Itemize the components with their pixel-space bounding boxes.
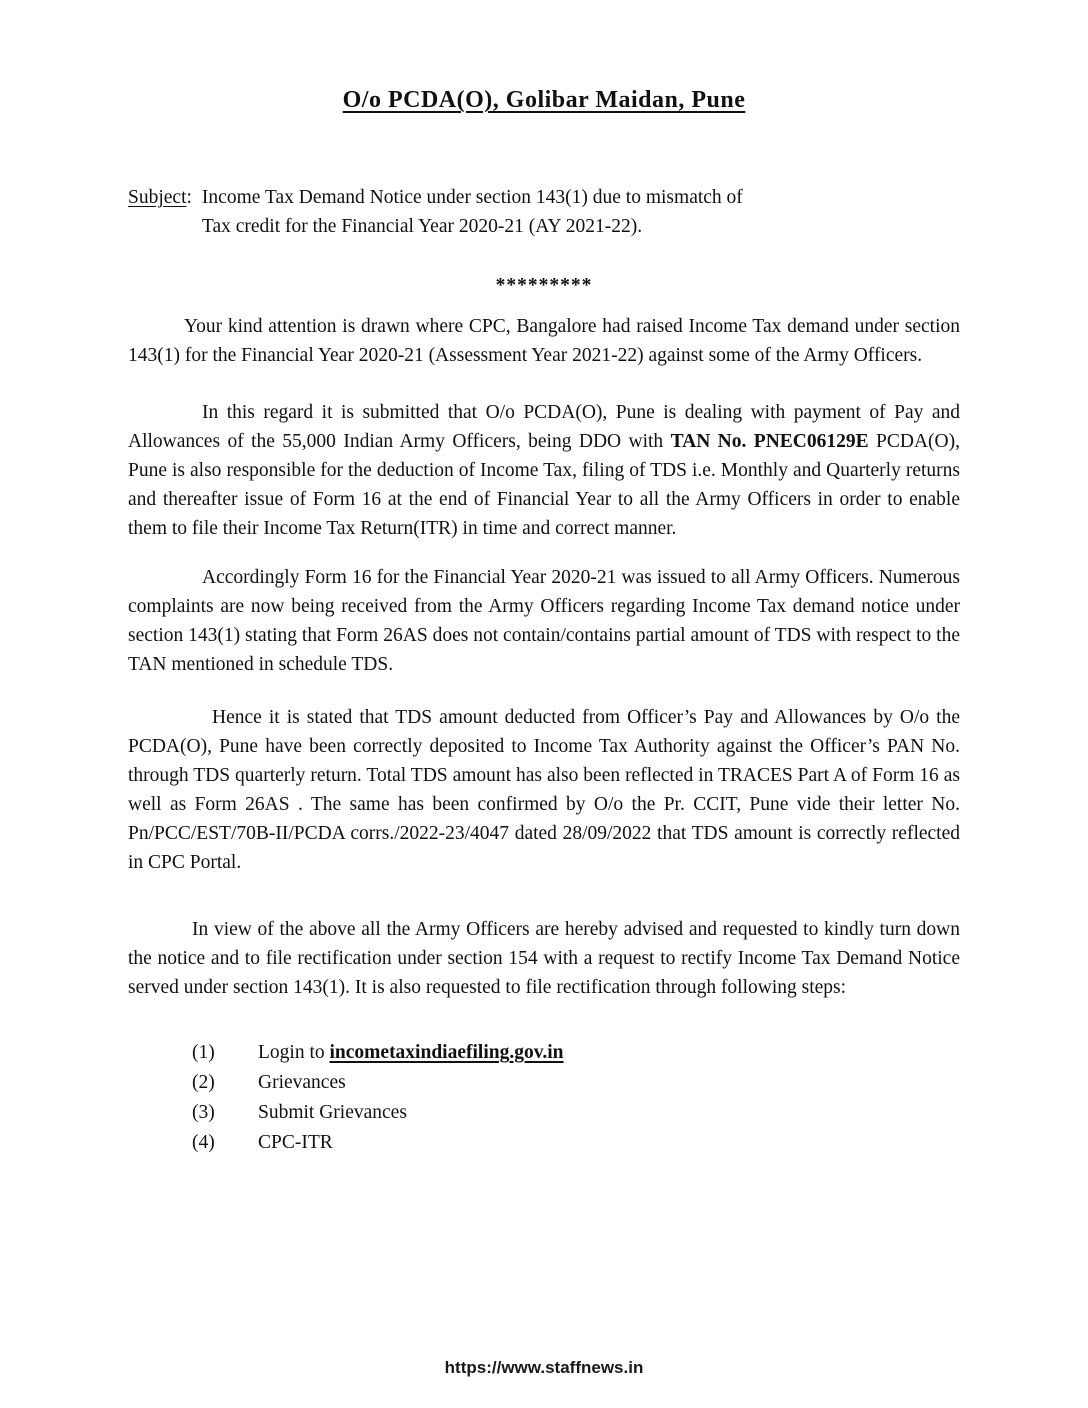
step-1-prefix: Login to (258, 1042, 330, 1063)
subject-text (202, 183, 743, 241)
paragraph-2 (128, 398, 960, 543)
steps-list (128, 1038, 960, 1158)
footer-url: https://www.staffnews.in (444, 1358, 644, 1377)
paragraph-2-text-before: In this regard it is submitted that O/o PCDA(O), Pune is dealing with payment of Pay and Allowances of the 55,000 Indian Army Officers, being DDO with (128, 402, 960, 452)
paragraph-1: Your kind attention is drawn where CPC, Bangalore had raised Income Tax demand under section 143(1) for the Financial Year 2020-21 (Assessment Year 2021-22) against some of the Army Officers. (128, 316, 960, 366)
subject-colon: : (186, 187, 192, 208)
paragraph-5: In view of the above all the Army Officers are hereby advised and requested to kindly turn down the notice and to file rectification under section 154 with a request to rectify Income Tax Demand Notice served under section 143(1). It is also requested to file rectification through following steps: (128, 919, 960, 998)
step-text: Grievances (258, 1072, 346, 1093)
step-item-4 (128, 1128, 960, 1158)
tan-number: TAN No. PNEC06129E (670, 431, 869, 452)
paragraph-4: Hence it is stated that TDS amount deducted from Officer’s Pay and Allowances by O/o the PCDA(O), Pune have been correctly deposited to Income Tax Authority against the Officer’s PAN No. through TDS quarterly return. Total TDS amount has also been reflected in TRACES Part A of Form 16 as well as Form 26AS . The same has been confirmed by O/o the Pr. CCIT, Pune vide their letter No. Pn/PCC/EST/70B-II/PCDA corrs./2022-23/4047 dated 28/09/2022 that TDS amount is correctly reflected in CPC Portal. (128, 707, 960, 873)
step-item-2 (128, 1068, 960, 1098)
step-number: (3) (192, 1102, 215, 1123)
efiling-portal-link[interactable]: incometaxindiaefiling.gov.in (329, 1042, 564, 1063)
step-item-1 (128, 1038, 960, 1068)
paragraph-2-text-after: PCDA(O), Pune is also responsible for the deduction of Income Tax, filing of TDS i.e. Monthly and Quarterly returns and thereafter issue of Form 16 at the end of Financial Year to all the Army Officers in order to enable them to file their Income Tax Return(ITR) in time and correct manner. (128, 431, 960, 539)
page-title: O/o PCDA(O), Golibar Maidan, Pune (342, 87, 746, 113)
paragraph-3: Accordingly Form 16 for the Financial Year 2020-21 was issued to all Army Officers. Numerous complaints are now being received from the Army Officers regarding Income Tax demand notice under section 143(1) stating that Form 26AS does not contain/contains partial amount of TDS with respect to the TAN mentioned in schedule TDS. (128, 567, 960, 675)
step-item-3 (128, 1098, 960, 1128)
step-text (258, 1038, 564, 1068)
step-text: CPC-ITR (258, 1132, 333, 1153)
step-text: Submit Grievances (258, 1102, 407, 1123)
step-number: (2) (192, 1072, 215, 1093)
separator-stars: ********* (495, 275, 593, 296)
subject-block (128, 183, 960, 241)
document-body (128, 183, 960, 1158)
subject-label (128, 183, 192, 241)
subject-line-2: Tax credit for the Financial Year 2020-21 (AY 2021-22). (201, 216, 643, 237)
step-number: (1) (192, 1042, 215, 1063)
subject-label-text: Subject (128, 187, 187, 208)
subject-line-1: Income Tax Demand Notice under section 143(1) due to mismatch of (201, 187, 743, 208)
step-number: (4) (192, 1132, 215, 1153)
